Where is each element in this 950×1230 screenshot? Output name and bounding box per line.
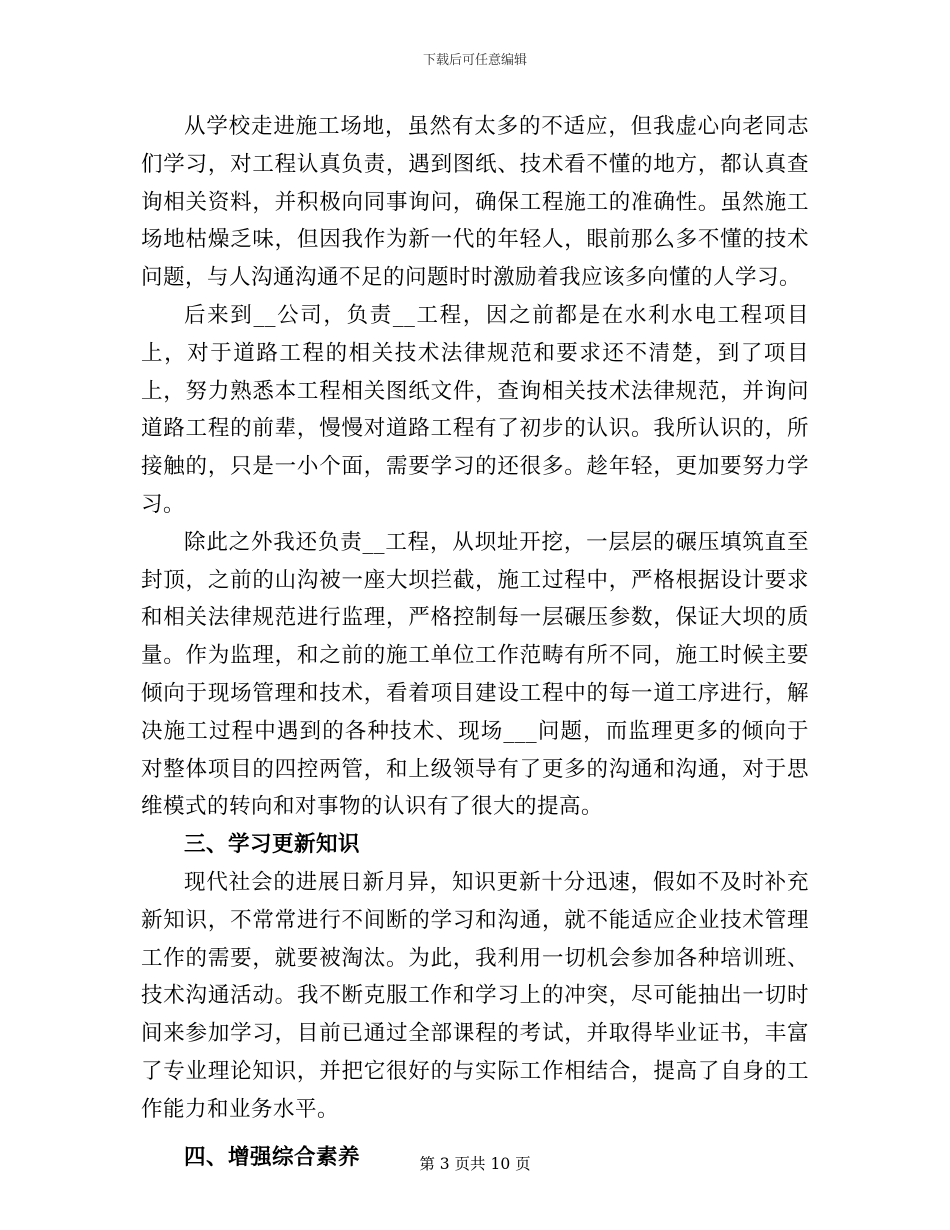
document-body xyxy=(141,108,809,1176)
spacer xyxy=(141,1129,809,1139)
paragraph-dam-supervision: 除此之外我还负责__工程，从坝址开挖，一层层的碾压填筑直至封顶，之前的山沟被一座大坝拦截，施工过程中，严格根据设计要求和相关法律规范进行监理，严格控制每一层碾压参数，保证大坝的质量。作为监理，和之前的施工单位工作范畴有所不同，施工时候主要倾向于现场管理和技术，看着项目建设工程中的每一道工序进行，解决施工过程中遇到的各种技术、现场___问题，而监理更多的倾向于对整体项目的四控两管，和上级领导有了更多的沟通和沟通，对于思维模式的转向和对事物的认识有了很大的提高。 xyxy=(141,529,809,820)
section-heading-learning: 三、学习更新知识 xyxy=(184,832,361,858)
page-header-note: 下载后可任意编辑 xyxy=(422,53,527,68)
page-number: 第 3 页共 10 页 xyxy=(419,1155,531,1173)
paragraph-update-knowledge: 现代社会的进展日新月异，知识更新十分迅速，假如不及时补充新知识，不常常进行不间断的学习和沟通，就不能适应企业技术管理工作的需要，就要被淘汰。为此，我利用一切机会参加各种培训班、技术沟通活动。我不断克服工作和学习上的冲突，尽可能抽出一切时间来参加学习，目前已通过全部课程的考试，并取得毕业证书，丰富了专业理论知识，并把它很好的与实际工作相结合，提高了自身的工作能力和业务水平。 xyxy=(141,869,809,1122)
paragraph-road-project: 后来到__公司，负责__工程，因之前都是在水利水电工程项目上，对于道路工程的相关技术法律规范和要求还不清楚，到了项目上，努力熟悉本工程相关图纸文件，查询相关技术法律规范，并询问道路工程的前辈，慢慢对道路工程有了初步的认识。我所认识的，所接触的，只是一小个面，需要学习的还很多。趁年轻，更加要努力学习。 xyxy=(141,302,809,517)
section-heading-overall-quality: 四、增强综合素养 xyxy=(184,1144,361,1170)
paragraph-school-to-site: 从学校走进施工场地，虽然有太多的不适应，但我虚心向老同志们学习，对工程认真负责，遇到图纸、技术看不懂的地方，都认真查询相关资料，并积极向同事询问，确保工程施工的准确性。虽然施工场地枯燥乏味，但因我作为新一代的年轻人，眼前那么多不懂的技术问题，与人沟通沟通不足的问题时时激励着我应该多向懂的人学习。 xyxy=(141,114,809,291)
